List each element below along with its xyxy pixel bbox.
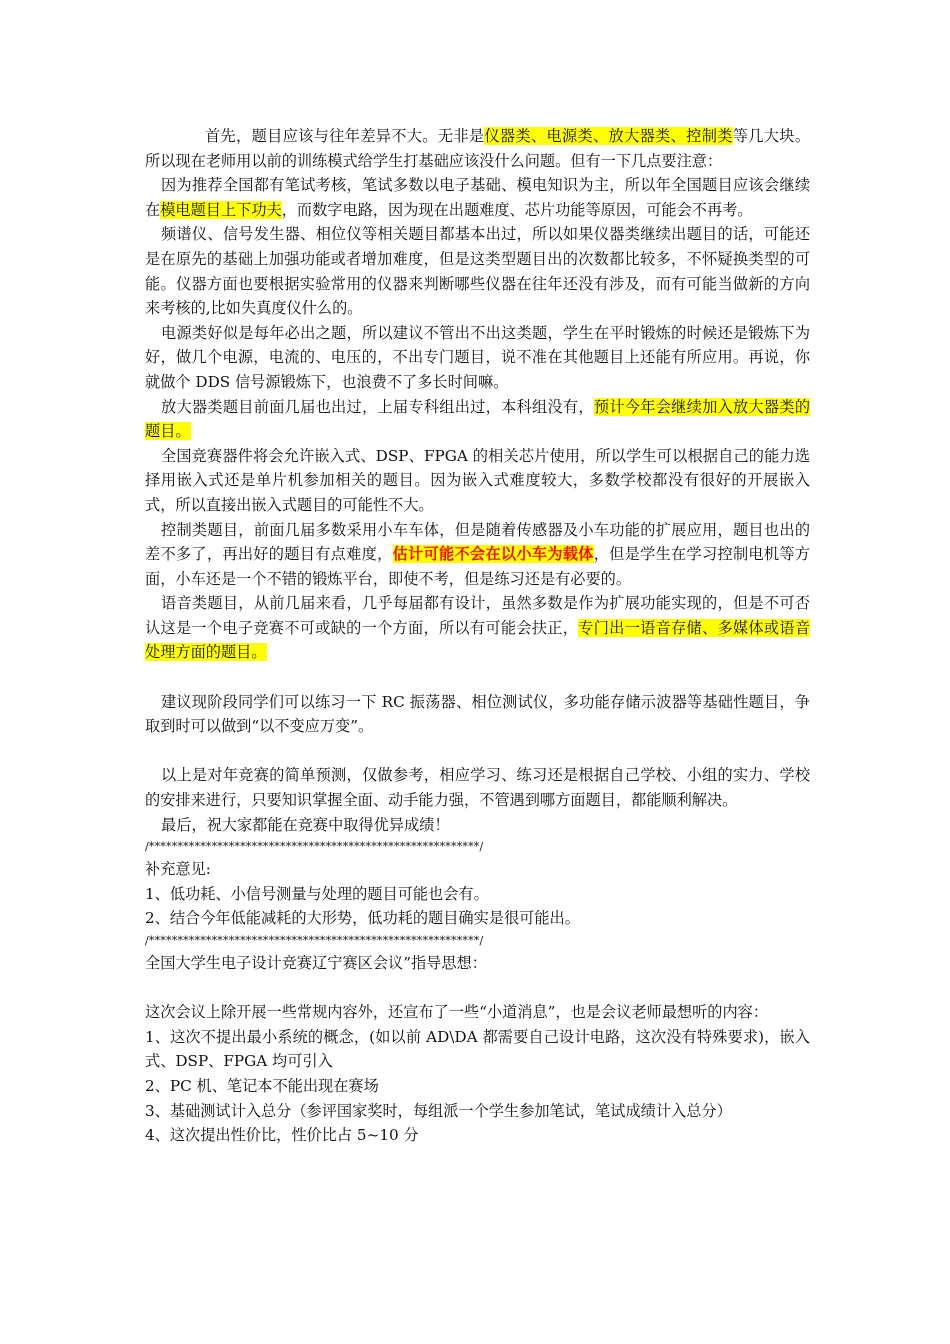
paragraph-summary: 以上是对年竞赛的简单预测，仅做参考，相应学习、练习还是根据自己学校、小组的实力、学校的安排来进行，只要知识掌握全面、动手能力强，不管遇到哪方面题目，都能顺利解决。 (145, 766, 810, 810)
separator-line: /**********************************************************/ (145, 840, 484, 854)
paragraph-closing: 最后，祝大家都能在竞赛中取得优异成绩！ (161, 815, 450, 834)
highlight-voice: 专门出一语音存储、多媒体或语音处理方面的题目。 (145, 618, 811, 662)
supplement-title: 补充意见: (145, 860, 211, 879)
document-body (145, 124, 810, 1148)
highlight-car: 估计可能不会在以小车为载体 (392, 545, 594, 564)
paragraph-suggestion: 建议现阶段同学们可以练习一下 RC 振荡器、相位测试仪，多功能存储示波器等基础性题目，争取到时可以做到“以不变应万变”。 (145, 692, 810, 736)
paragraph-power: 电源类好似是每年必出之题，所以建议不管出不出这类题，学生在平时锻炼的时候还是锻炼下为好，做几个电源，电流的、电压的，不出专门题目，说不准在其他题目上还能有所应用。再说，你就做个 DDS 信号源锻炼下，也浪费不了多长时间嘛。 (145, 323, 810, 391)
text: ，但是学生在学习控制电机等方面，小车还是一个不错的锻炼平台，即使不考，但是练习还是有必要的。 (145, 545, 811, 588)
separator-line: /**********************************************************/ (145, 934, 484, 947)
meeting-item: 1、这次不提出最小系统的概念，(如以前 AD\DA 都需要自己设计电路，这次没有特殊要求)，嵌入式、DSP、FPGA 均可引入 (145, 1027, 810, 1071)
meeting-item: 3、基础测试计入总分（参评国家奖时，每组派一个学生参加笔试，笔试成绩计入总分） (145, 1101, 732, 1120)
text: 语音类题目，从前几届来看，几乎每届都有设计，虽然多数是作为扩展功能实现的，但是不可否认这是一个电子竞赛不可或缺的一个方面，所以有可能会扶正， (145, 594, 810, 637)
highlight-analog: 模电题目上下功夫 (160, 200, 282, 219)
meeting-intro: 这次会议上除开展一些常规内容外，还宣布了一些“小道消息”，也是会议老师最想听的内容： (145, 1003, 769, 1022)
paragraph-voice (145, 591, 810, 665)
highlight-amplifier: 预计今年会继续加入放大器类的题目。 (145, 397, 811, 441)
text: 因为推荐全国都有笔试考核，笔试多数以电子基础、模电知识为主，所以年全国题目应该会继续在 (145, 176, 810, 219)
meeting-item: 4、这次提出性价比，性价比占 5~10 分 (145, 1126, 419, 1145)
paragraph-intro (145, 124, 810, 173)
text: 首先，题目应该与往年差异不大。无非是 (205, 127, 485, 145)
text: 控制类题目，前面几届多数采用小车车体，但是随着传感器及小车功能的扩展应用，题目也出的差不多了，再出好的题目有点难度， (145, 520, 810, 564)
text: ，而数字电路，因为现在出题难度、芯片功能等原因，可能会不再考。 (281, 200, 753, 219)
highlight-categories: 仪器类、电源类、放大器类、控制类 (484, 127, 733, 145)
supplement-item: 2、结合今年低能减耗的大形势，低功耗的题目确实是很可能出。 (145, 909, 580, 928)
meeting-title: 全国大学生电子设计竞赛辽宁赛区会议”指导思想： (145, 954, 487, 972)
paragraph-written-exam (145, 173, 810, 222)
supplement-item: 1、低功耗、小信号测量与处理的题目可能也会有。 (145, 884, 489, 903)
spacer (145, 976, 810, 1001)
paragraph-amplifier (145, 395, 810, 444)
paragraph-control (145, 518, 810, 592)
meeting-item: 2、PC 机、笔记本不能出现在赛场 (145, 1076, 379, 1095)
paragraph-instruments: 频谱仪、信号发生器、相位仪等相关题目都基本出过，所以如果仪器类继续出题目的话，可能还是在原先的基础上加强功能或者增加难度，但是这类型题目出的次数都比较多，不怀疑换类型的可能。仪器方面也要根据实验常用的仪器来判断哪些仪器在往年还没有涉及，而有可能当做新的方向来考核的,比如失真度仪什么的。 (145, 225, 810, 318)
text: 等几大块。所以现在老师用以前的训练模式给学生打基础应该没什么问题。但有一下几点要注意： (145, 127, 811, 170)
spacer (145, 739, 810, 764)
spacer (145, 665, 810, 690)
paragraph-embedded: 全国竞赛器件将会允许嵌入式、DSP、FPGA 的相关芯片使用，所以学生可以根据自己的能力选择用嵌入式还是单片机参加相关的题目。因为嵌入式难度较大，多数学校都没有很好的开展嵌入式，所以直接出嵌入式题目的可能性不大。 (145, 446, 810, 514)
text: 放大器类题目前面几届也出过，上届专科组出过，本科组没有， (161, 397, 594, 416)
